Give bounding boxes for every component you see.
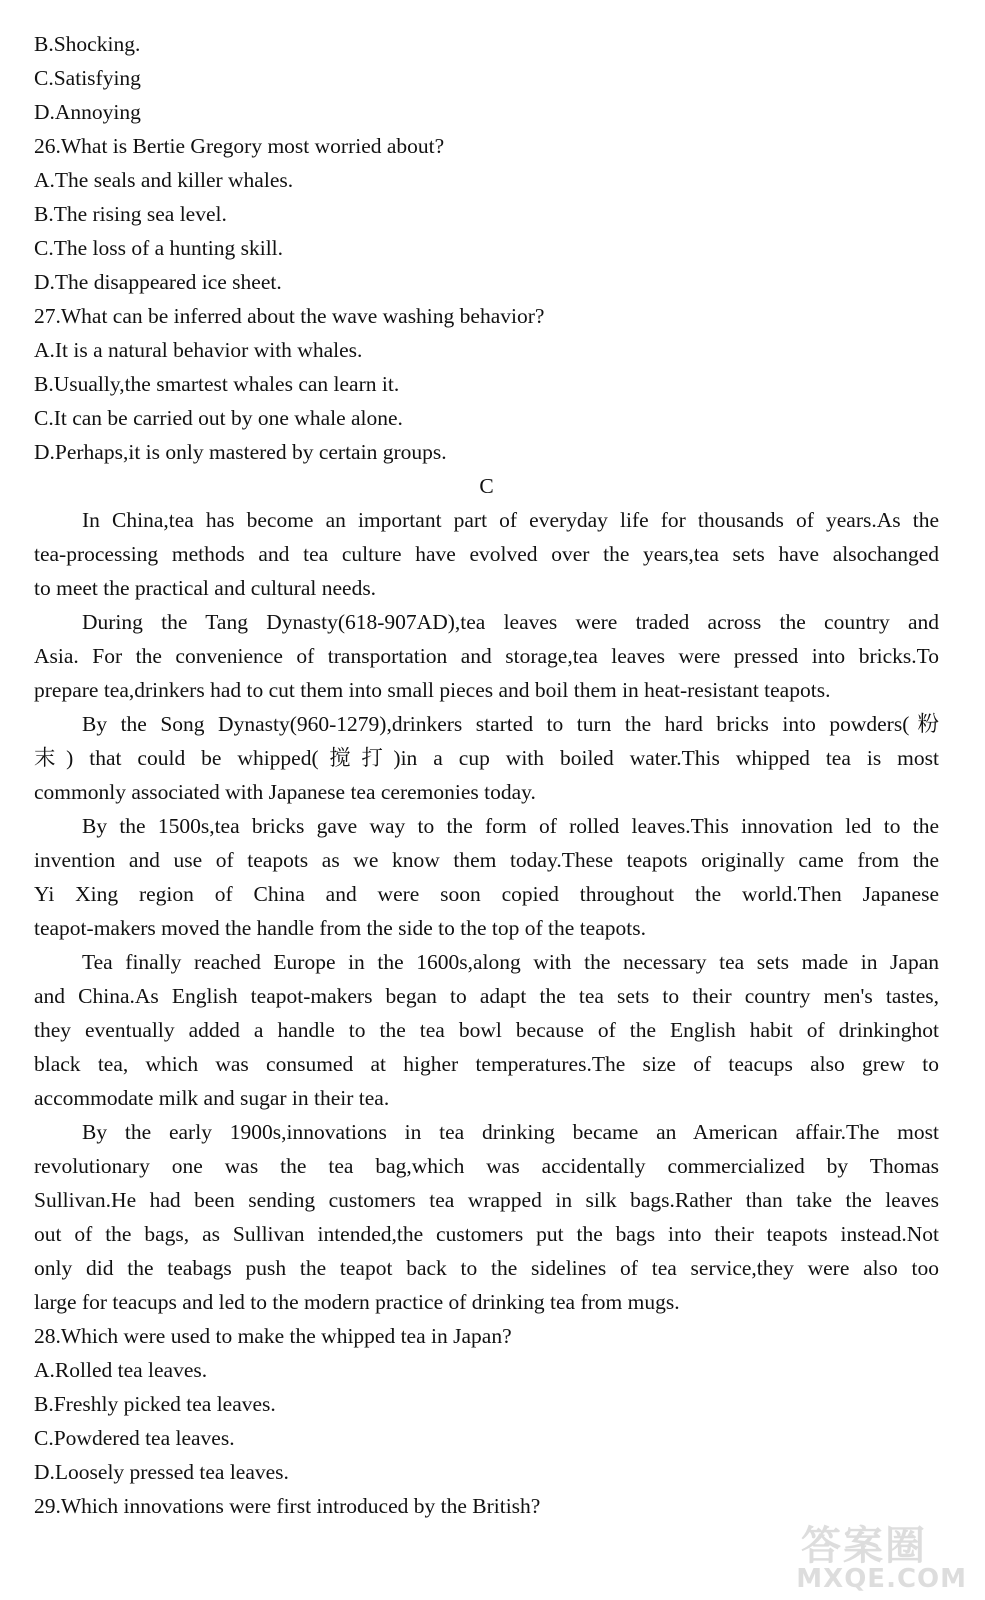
q26-question: 26.What is Bertie Gregory most worried about? — [34, 134, 445, 158]
passage-line: only did the teabags push the teapot back to the sidelines of tea service,they were also too — [34, 1256, 939, 1280]
passage-line: large for teacups and led to the modern practice of drinking tea from mugs. — [34, 1290, 680, 1314]
q27-option-c: C.It can be carried out by one whale alone. — [34, 406, 403, 430]
passage-line: invention and use of teapots as we know them today.These teapots originally came from the — [34, 848, 939, 872]
q26-option-a: A.The seals and killer whales. — [34, 168, 294, 192]
q27-option-b: B.Usually,the smartest whales can learn it. — [34, 372, 400, 396]
q27-option-d: D.Perhaps,it is only mastered by certain groups. — [34, 440, 447, 464]
q25-option-d: D.Annoying — [34, 100, 141, 124]
passage-line: they eventually added a handle to the tea bowl because of the English habit of drinkinghot — [34, 1018, 939, 1042]
passage-line: Yi Xing region of China and were soon copied throughout the world.Then Japanese — [34, 882, 939, 906]
q28-option-d: D.Loosely pressed tea leaves. — [34, 1460, 289, 1484]
watermark-bottom-text: MXQE.COM — [796, 1564, 967, 1594]
passage-line: By the Song Dynasty(960-1279),drinkers started to turn the hard bricks into powders(粉 — [82, 712, 939, 736]
passage-line: revolutionary one was the tea bag,which was accidentally commercialized by Thomas — [34, 1154, 939, 1178]
q28-option-c: C.Powdered tea leaves. — [34, 1426, 235, 1450]
q25-option-b: B.Shocking. — [34, 32, 141, 56]
passage-line: In China,tea has become an important part of everyday life for thousands of years.As the — [82, 508, 939, 532]
watermark-top-text: 答案圈 — [801, 1523, 927, 1569]
passage-line: Asia. For the convenience of transportation and storage,tea leaves were pressed into bricks.To — [34, 644, 939, 668]
passage-line: Tea finally reached Europe in the 1600s,along with the necessary tea sets made in Japan — [82, 950, 939, 974]
q28-option-b: B.Freshly picked tea leaves. — [34, 1392, 276, 1416]
passage-line: By the 1500s,tea bricks gave way to the form of rolled leaves.This innovation led to the — [82, 814, 939, 838]
document-page — [34, 27, 939, 1523]
q26-option-b: B.The rising sea level. — [34, 202, 227, 226]
passage-line: 末) that could be whipped(搅打)in a cup with boiled water.This whipped tea is most — [34, 746, 939, 770]
passage-line: teapot-makers moved the handle from the side to the top of the teapots. — [34, 916, 646, 940]
passage-body — [34, 503, 939, 1319]
passage-line: Sullivan.He had been sending customers tea wrapped in silk bags.Rather than take the leaves — [34, 1188, 939, 1212]
passage-line: prepare tea,drinkers had to cut them into small pieces and boil them in heat-resistant teapots. — [34, 678, 831, 702]
passage-line: out of the bags, as Sullivan intended,the customers put the bags into their teapots instead.Not — [34, 1222, 939, 1246]
passage-line: During the Tang Dynasty(618-907AD),tea leaves were traded across the country and — [82, 610, 939, 634]
q27-option-a: A.It is a natural behavior with whales. — [34, 338, 363, 362]
q26-option-c: C.The loss of a hunting skill. — [34, 236, 284, 260]
watermark-logo — [767, 1514, 967, 1594]
passage-line: commonly associated with Japanese tea ceremonies today. — [34, 780, 536, 804]
passage-line: black tea, which was consumed at higher temperatures.The size of teacups also grew to — [34, 1052, 939, 1076]
passage-line: tea-processing methods and tea culture have evolved over the years,tea sets have alsochanged — [34, 542, 939, 566]
q26-option-d: D.The disappeared ice sheet. — [34, 270, 282, 294]
passage-line: to meet the practical and cultural needs. — [34, 576, 377, 600]
passage-line: By the early 1900s,innovations in tea drinking became an American affair.The most — [82, 1120, 939, 1144]
q28-question: 28.Which were used to make the whipped tea in Japan? — [34, 1324, 512, 1348]
q29-question: 29.Which innovations were first introduced by the British? — [34, 1494, 541, 1518]
q27-question: 27.What can be inferred about the wave washing behavior? — [34, 304, 545, 328]
section-label: C — [479, 474, 494, 498]
q28-option-a: A.Rolled tea leaves. — [34, 1358, 208, 1382]
passage-line: and China.As English teapot-makers began to adapt the tea sets to their country men's tastes, — [34, 984, 939, 1008]
q25-option-c: C.Satisfying — [34, 66, 141, 90]
passage-line: accommodate milk and sugar in their tea. — [34, 1086, 390, 1110]
